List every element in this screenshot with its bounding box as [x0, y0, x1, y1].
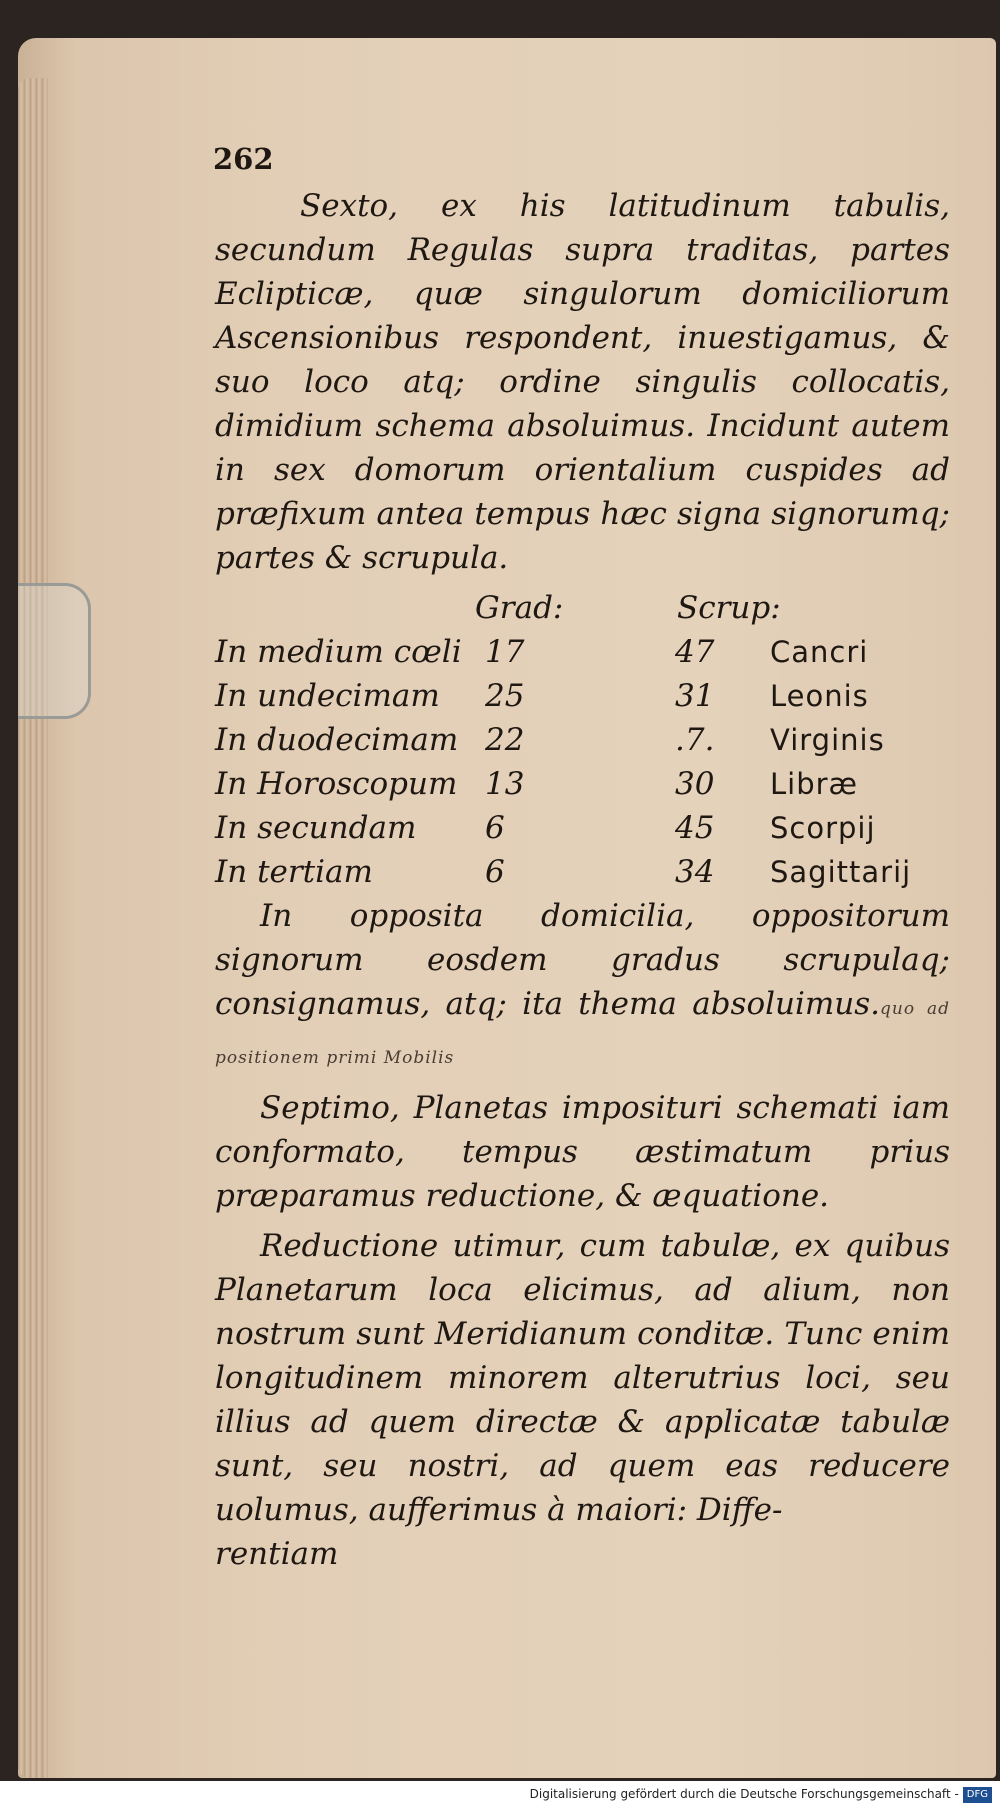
header-scrup: Scrup:: [677, 590, 781, 626]
table-row: [215, 630, 950, 674]
row-grad: 13: [485, 766, 525, 802]
table-row: [215, 718, 950, 762]
row-label: In duodecimam: [215, 722, 459, 758]
table-row: [215, 806, 950, 850]
row-scrup: 31: [675, 678, 715, 714]
row-scrup: .7.: [675, 722, 715, 758]
row-scrup: 45: [675, 810, 715, 846]
paper-clip: [18, 583, 91, 719]
row-sign: Libræ: [770, 767, 859, 801]
dfg-logo: DFG: [963, 1787, 992, 1803]
page-number: 262: [213, 142, 274, 176]
row-sign: Scorpij: [770, 811, 876, 845]
paragraph-opposita: [215, 894, 950, 1080]
digitization-footer: [0, 1781, 1000, 1807]
paragraph-reductione: Reductione utimur, cum tabulæ, ex quibus Planetarum loca elicimus, ad alium, non nostrum sunt Meridianum conditæ. Tunc enim longitudinem minorem alterutrius loci, seu illius ad quem directæ & applicatæ tabulæ sunt, seu nostri, ad quem eas reducere uolumus, aufferimus à maiori: Diffe-: [215, 1228, 950, 1528]
row-sign: Sagittarij: [770, 855, 912, 889]
row-scrup: 47: [675, 634, 715, 670]
row-label: In tertiam: [215, 854, 373, 890]
row-grad: 17: [485, 634, 525, 670]
row-grad: 6: [485, 810, 505, 846]
paragraph-septimo: Septimo, Planetas imposituri schemati iam conformato, tempus æstimatum prius præparamus reductione, & æquatione.: [215, 1090, 950, 1214]
table-row: [215, 850, 950, 894]
footer-text: Digitalisierung gefördert durch die Deutsche Forschungsgemeinschaft -: [529, 1787, 959, 1801]
row-grad: 22: [485, 722, 525, 758]
page-text: [215, 140, 950, 1576]
row-sign: Leonis: [770, 679, 869, 713]
table-row: [215, 762, 950, 806]
row-grad: 25: [485, 678, 525, 714]
catchword: rentiam: [215, 1536, 339, 1572]
row-label: In undecimam: [215, 678, 440, 714]
row-grad: 6: [485, 854, 505, 890]
row-sign: Cancri: [770, 635, 869, 669]
paragraph-sexto: Sexto, ex his latitudinum tabulis, secundum Regulas supra traditas, partes Eclipticæ, quæ singulorum domiciliorum Ascensionibus respondent, inuestigamus, & suo loco atq; ordine singulis collocatis, dimidium schema absoluimus. Incidunt autem in sex domorum orientalium cuspides ad præfixum antea tempus hæc signa signorumq; partes & scrupula.: [215, 188, 950, 576]
row-label: In Horoscopum: [215, 766, 458, 802]
row-scrup: 34: [675, 854, 715, 890]
page-edge: [18, 78, 48, 1778]
table-row: [215, 674, 950, 718]
cusps-table: [215, 630, 950, 894]
row-label: In secundam: [215, 810, 417, 846]
row-label: In medium cœli: [215, 634, 462, 670]
row-scrup: 30: [675, 766, 715, 802]
header-grad: Grad:: [475, 590, 564, 626]
table-header: [215, 586, 950, 630]
row-sign: Virginis: [770, 723, 885, 757]
handwritten-note: quo ad positionem primi Mobilis: [215, 999, 950, 1068]
paragraph-opposita-text: In opposita domicilia, oppositorum signorum eosdem gradus scrupulaq; consignamus, atq; ita thema absoluimus.: [215, 898, 950, 1022]
